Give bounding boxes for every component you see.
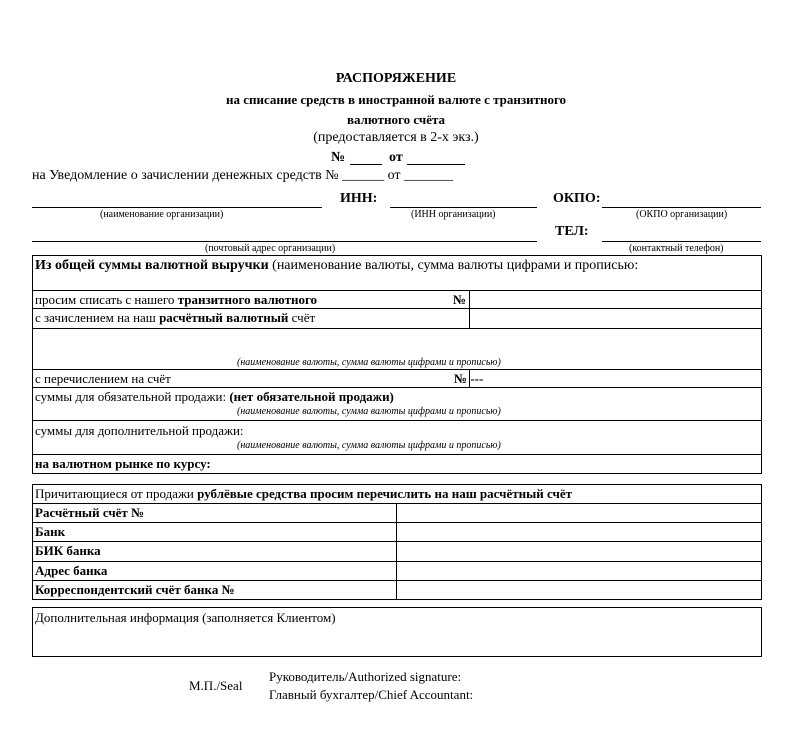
currency-amount-caption: (наименование валюты, сумма валюты цифрами и прописью) [237,357,501,368]
address-field[interactable] [32,241,537,242]
org-name-caption: (наименование организации) [100,209,224,220]
okpo-label: ОКПО: [553,191,601,206]
notice-label: на Уведомление о зачислении денежных средств № [32,168,339,183]
document-subtitle-line2: валютного счёта [346,112,446,127]
correspondent-account-label: Корреспондентский счёт банка № [35,582,235,597]
notice-date-label: от [387,168,401,183]
inn-field[interactable] [390,207,537,208]
additional-sale-caption: (наименование валюты, сумма валюты цифрами и прописью) [237,440,501,451]
currency-intro: Из общей суммы валютной выручки (наименование валюты, сумма валюты цифрами и прописью: [35,258,639,273]
phone-field[interactable] [602,241,761,242]
order-number-label: № [331,150,346,165]
bank-label: Банк [35,524,66,539]
inn-caption: (ИНН организации) [411,209,496,220]
copies-note: (предоставляется в 2-х экз.) [313,130,479,145]
additional-sale-label: суммы для дополнительной продажи: [35,423,244,438]
okpo-caption: (ОКПО организации) [636,209,728,220]
tel-label: ТЕЛ: [555,224,589,239]
phone-caption: (контактный телефон) [629,243,724,254]
accountant-signature-label: Главный бухгалтер/Chief Accountant: [269,687,474,702]
bik-label: БИК банка [35,543,101,558]
mandatory-sale-caption: (наименование валюты, сумма валюты цифрами и прописью) [237,406,501,417]
document-title: РАСПОРЯЖЕНИЕ [335,71,457,86]
address-caption: (почтовый адрес организации) [205,243,336,254]
notice-line [32,168,453,184]
order-date-field[interactable] [407,164,465,165]
org-name-field[interactable] [32,207,322,208]
notice-number-field[interactable]: ______ [342,168,385,183]
debit-row-label: просим списать с нашего транзитного валютного [35,292,318,307]
ruble-transfer-intro: Причитающиеся от продажи рублёвые средства просим перечислить на наш расчётный счёт [35,486,573,501]
additional-info-label: Дополнительная информация (заполняется Клиентом) [35,610,336,625]
bank-address-label: Адрес банка [35,563,108,578]
mandatory-sale-label: суммы для обязательной продажи: (нет обязательной продажи) [35,389,394,404]
transfer-row-label: с перечислением на счёт [35,371,171,386]
exchange-rate-label: на валютном рынке по курсу: [35,456,211,471]
order-number-field[interactable] [350,164,382,165]
seal-label: М.П./Seal [189,678,243,693]
director-signature-label: Руководитель/Authorized signature: [269,669,462,684]
notice-date-field[interactable]: _______ [404,168,454,183]
transit-account-number-label: № [453,292,467,307]
inn-label: ИНН: [340,191,378,206]
document-subtitle-line1: на списание средств в иностранной валюте с транзитного [225,92,567,107]
okpo-field[interactable] [602,207,761,208]
transfer-account-number: № --- [454,371,484,386]
credit-row-label: с зачислением на наш расчётный валютный счёт [35,310,316,325]
order-date-label: от [389,150,403,165]
settlement-account-label: Расчётный счёт № [35,505,145,520]
